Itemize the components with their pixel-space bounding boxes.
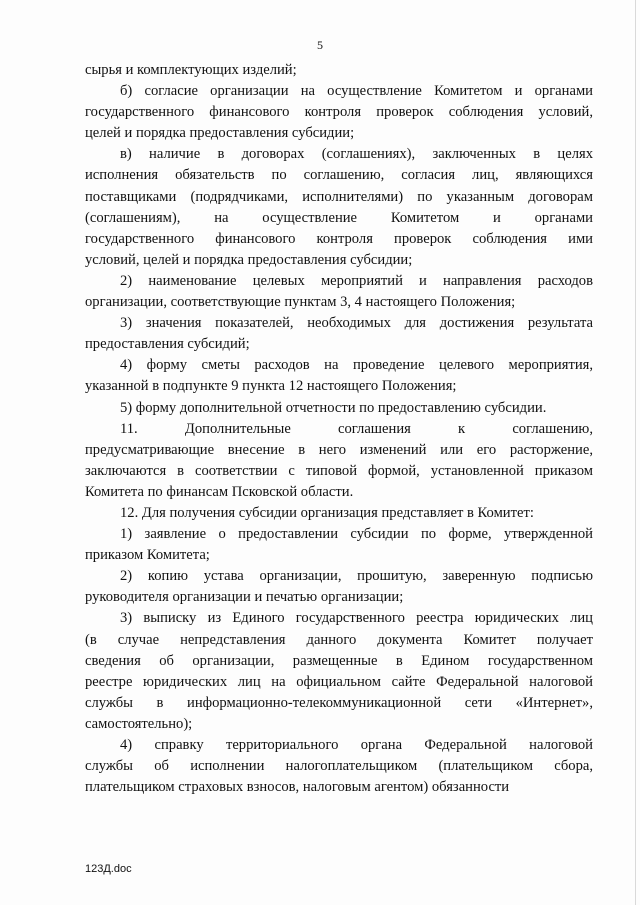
document-body	[85, 60, 593, 798]
paragraph-line: исполнения обязательств по соглашению, согласия лиц, являющихся	[85, 167, 593, 184]
paragraph	[85, 503, 593, 524]
paragraph-line: указанной в подпункте 9 пункта 12 настоящего Положения;	[85, 378, 457, 395]
paragraph-line: приказом Комитета;	[85, 547, 210, 564]
paragraph-line: Комитета по финансам Псковской области.	[85, 483, 354, 500]
paragraph-line: поставщиками (подрядчиками, исполнителями) по указанным договорам	[85, 188, 593, 205]
paragraph-line: 3) выписку из Единого государственного реестра юридических лиц	[120, 610, 593, 627]
paragraph	[85, 419, 593, 503]
paragraph-line: целей и порядка предоставления субсидии;	[85, 125, 355, 142]
paragraph-line: (в случае непредставления данного документа Комитет получает	[85, 631, 593, 648]
paragraph-line: 5) форму дополнительной отчетности по предоставлению субсидии.	[120, 399, 547, 416]
paragraph-line: руководителя организации и печатью организации;	[85, 589, 404, 606]
paragraph-line: (соглашениям), на осуществление Комитетом и органами	[85, 209, 593, 226]
paragraph-line: плательщиком страховых взносов, налоговым агентом) обязанности	[85, 779, 510, 796]
paragraph-line: службы об исполнении налогоплательщиком (плательщиком сбора,	[85, 758, 593, 775]
paragraph-line: предоставления субсидий;	[85, 336, 250, 353]
paragraph	[85, 608, 593, 735]
paragraph-line: заключаются в соответствии с типовой формой, установленной приказом	[85, 462, 593, 479]
paragraph	[85, 398, 593, 419]
footer-filename: 123Д.doc	[85, 863, 132, 875]
paragraph-line: 3) значения показателей, необходимых для достижения результата	[120, 315, 593, 332]
paragraph-line: 1) заявление о предоставлении субсидии по форме, утвержденной	[120, 526, 593, 543]
paragraph-line: 4) справку территориального органа Федеральной налоговой	[120, 737, 593, 753]
paragraph	[85, 81, 593, 144]
paragraph-line: условий, целей и порядка предоставления субсидии;	[85, 251, 413, 268]
paragraph-line: государственного финансового контроля проверок соблюдения условий,	[85, 104, 593, 121]
paragraph-line: реестре юридических лиц на официальном сайте Федеральной налоговой	[85, 673, 593, 690]
paragraph-line: службы в информационно-телекоммуникационной сети «Интернет»,	[85, 694, 593, 711]
paragraph	[85, 735, 593, 798]
paragraph-line: в) наличие в договорах (соглашениях), заключенных в целях	[120, 146, 593, 163]
paragraph-line: организации, соответствующие пунктам 3, 4 настоящего Положения;	[85, 294, 516, 311]
paragraph-line: 12. Для получения субсидии организация представляет в Комитет:	[120, 504, 534, 521]
paragraph	[85, 566, 593, 608]
page-number: 5	[317, 38, 323, 52]
paragraph-line: 11. Дополнительные соглашения к соглашению,	[120, 420, 593, 437]
paragraph-line: б) согласие организации на осуществление Комитетом и органами	[120, 83, 593, 100]
paragraph	[85, 524, 593, 566]
paragraph	[85, 60, 593, 81]
paragraph	[85, 313, 593, 355]
scan-edge-line	[635, 0, 636, 905]
paragraph	[85, 144, 593, 271]
paragraph-line: предусматривающие внесение в него изменений или его расторжение,	[85, 441, 593, 458]
paragraph-line: сырья и комплектующих изделий;	[85, 62, 297, 78]
paragraph-line: сведения об организации, размещенные в Едином государственном	[85, 652, 593, 669]
paragraph	[85, 271, 593, 313]
paragraph-line: 2) копию устава организации, прошитую, заверенную подписью	[120, 568, 593, 585]
paragraph-line: самостоятельно);	[85, 715, 193, 732]
paragraph-line: 2) наименование целевых мероприятий и направления расходов	[120, 272, 593, 289]
paragraph	[85, 355, 593, 397]
paragraph-line: 4) форму сметы расходов на проведение целевого мероприятия,	[120, 357, 593, 374]
paragraph-line: государственного финансового контроля проверок соблюдения ими	[85, 230, 593, 247]
